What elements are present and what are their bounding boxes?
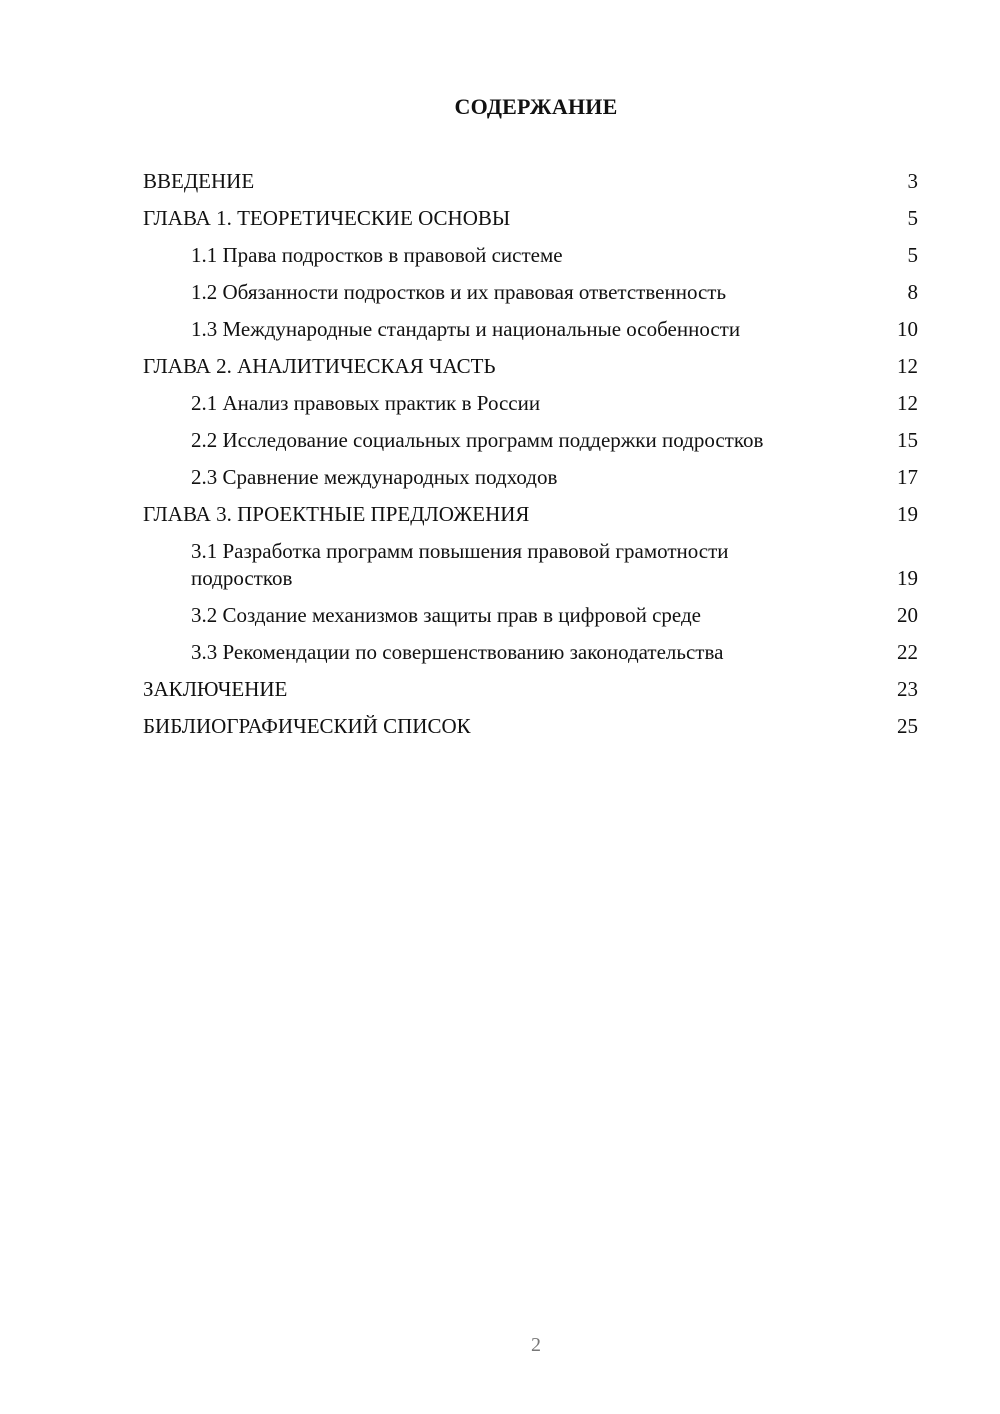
toc-entry-conclusion[interactable] [143,676,918,703]
page-title: СОДЕРЖАНИЕ [454,94,618,119]
toc-entry-section-1-3[interactable] [143,316,918,343]
toc-entry-page-number: 3 [907,169,918,193]
toc-entry-section-2-2[interactable] [143,427,918,454]
toc-entry-section-3-2[interactable] [143,602,918,629]
toc-entry-label: ГЛАВА 2. АНАЛИТИЧЕСКАЯ ЧАСТЬ [143,354,496,378]
toc-entry-label: 1.3 Международные стандарты и национальные особенности [191,317,741,341]
toc-entry-section-1-1[interactable] [143,242,918,269]
toc-entry-label: ВВЕДЕНИЕ [143,169,255,193]
toc-entry-label: 3.3 Рекомендации по совершенствованию законодательства [191,640,724,664]
toc-entry-section-3-3[interactable] [143,639,918,666]
toc-entry-page-number: 15 [897,428,918,452]
toc-entry-label: 1.2 Обязанности подростков и их правовая ответственность [191,280,727,304]
toc-entry-label: БИБЛИОГРАФИЧЕСКИЙ СПИСОК [143,714,471,738]
toc-entry-label: 2.3 Сравнение международных подходов [191,465,558,489]
toc-entry-label: 3.1 Разработка программ повышения правовой грамотности подростков [191,539,729,590]
toc-entry-page-number: 23 [897,677,918,701]
toc-entry-page-number: 19 [897,566,918,590]
toc-entry-introduction[interactable] [143,168,918,195]
toc-entry-label: 2.1 Анализ правовых практик в России [191,391,541,415]
toc-entry-section-3-1[interactable] [143,538,918,592]
toc-entry-label: 3.2 Создание механизмов защиты прав в цифровой среде [191,603,701,627]
toc-entry-chapter-2[interactable] [143,353,918,380]
toc-entry-page-number: 19 [897,502,918,526]
toc-entry-page-number: 20 [897,603,918,627]
toc-entry-page-number: 10 [897,317,918,341]
toc-entry-chapter-3[interactable] [143,501,918,528]
toc-entry-page-number: 17 [897,465,918,489]
table-of-contents [143,168,918,750]
toc-entry-label: ГЛАВА 3. ПРОЕКТНЫЕ ПРЕДЛОЖЕНИЯ [143,502,530,526]
toc-entry-label: 2.2 Исследование социальных программ поддержки подростков [191,428,764,452]
page-number: 2 [531,1334,541,1356]
toc-entry-page-number: 22 [897,640,918,664]
toc-entry-page-number: 5 [907,243,918,267]
toc-entry-page-number: 5 [907,206,918,230]
toc-entry-page-number: 12 [897,354,918,378]
toc-entry-label: 1.1 Права подростков в правовой системе [191,243,563,267]
toc-entry-page-number: 25 [897,714,918,738]
toc-entry-label: ЗАКЛЮЧЕНИЕ [143,677,288,701]
toc-entry-chapter-1[interactable] [143,205,918,232]
toc-entry-page-number: 12 [897,391,918,415]
toc-entry-label: ГЛАВА 1. ТЕОРЕТИЧЕСКИЕ ОСНОВЫ [143,206,511,230]
toc-entry-bibliography[interactable] [143,713,918,740]
toc-entry-section-2-3[interactable] [143,464,918,491]
toc-entry-section-1-2[interactable] [143,279,918,306]
toc-entry-section-2-1[interactable] [143,390,918,417]
toc-entry-page-number: 8 [907,280,918,304]
